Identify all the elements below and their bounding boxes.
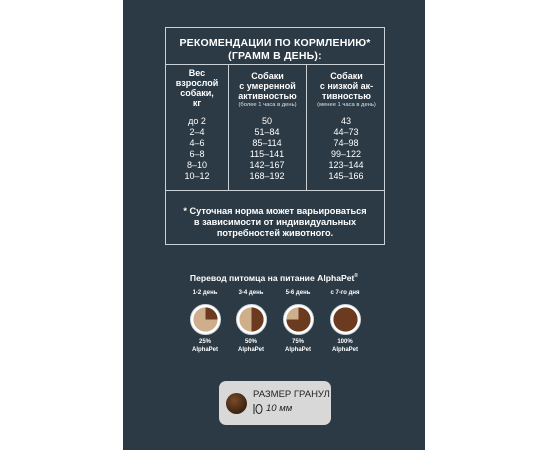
stage-brand: AlphaPet xyxy=(191,346,218,353)
granule-icon xyxy=(226,393,247,414)
stage-percent: 50% xyxy=(244,339,257,345)
column-note-moderate: (более 1 часа в день) xyxy=(238,102,297,108)
table-cell-low: 44–73 xyxy=(333,127,359,137)
brand-trademark: ® xyxy=(354,273,359,280)
stage-brand: AlphaPet xyxy=(331,346,358,353)
table-bottom-divider xyxy=(166,190,384,191)
table-cell-low: 43 xyxy=(340,116,351,126)
column-header-moderate: Собаки с умеренной активностью xyxy=(238,71,297,101)
food-bowl-icon xyxy=(190,304,221,335)
table-cell-moderate: 51–84 xyxy=(254,127,280,137)
column-header-low: Собаки с низкой ак- тивностью xyxy=(319,71,374,101)
table-cell-weight: до 2 xyxy=(188,116,206,126)
stage-percent: 100% xyxy=(337,339,353,345)
table-cell-weight: 6–8 xyxy=(189,149,205,159)
stage-day-label: 5-6 день xyxy=(285,290,311,296)
stage-brand: AlphaPet xyxy=(284,346,311,353)
table-cell-moderate: 115–141 xyxy=(249,149,285,159)
transition-stage xyxy=(315,290,375,354)
food-bowl-icon xyxy=(330,304,361,335)
table-cell-moderate: 142–167 xyxy=(249,160,285,170)
table-cell-weight: 4–6 xyxy=(189,138,205,148)
table-cell-weight: 8–10 xyxy=(186,160,208,170)
granule-title: РАЗМЕР ГРАНУЛ xyxy=(253,389,330,400)
transition-title-text: Перевод питомца на питание xyxy=(189,273,318,283)
stage-day-label: 3-4 день xyxy=(238,290,264,296)
stage-day-label: 1-2 день xyxy=(192,290,218,296)
diameter-icon xyxy=(253,403,263,415)
table-cell-moderate: 168–192 xyxy=(249,171,285,181)
column-header-weight: Вес взрослой собаки, кг xyxy=(175,68,219,108)
table-title: РЕКОМЕНДАЦИИ ПО КОРМЛЕНИЮ* xyxy=(179,37,371,49)
transition-title xyxy=(123,273,425,283)
stage-day-label: с 7-го дня xyxy=(330,290,360,296)
transition-brand: AlphaPet xyxy=(317,273,355,283)
table-cell-weight: 10–12 xyxy=(184,171,210,181)
granule-size-badge xyxy=(219,381,331,425)
table-top-divider xyxy=(166,64,384,65)
table-cell-low: 74–98 xyxy=(333,138,359,148)
table-cell-low: 145–166 xyxy=(328,171,364,181)
table-cell-low: 99–122 xyxy=(330,149,362,159)
feeding-table-card xyxy=(165,27,385,245)
food-bowl-icon xyxy=(236,304,267,335)
table-subtitle: (ГРАММ В ДЕНЬ): xyxy=(228,50,322,62)
table-cell-moderate: 85–114 xyxy=(252,138,282,148)
column-note-low: (менее 1 часа в день) xyxy=(317,102,376,108)
stage-percent: 75% xyxy=(291,339,304,345)
granule-size: 10 мм xyxy=(266,403,293,414)
stage-percent: 25% xyxy=(198,339,211,345)
footnote: * Суточная норма может варьироваться в зависимости от индивидуальных потребностей животного. xyxy=(183,206,367,238)
table-cell-moderate: 50 xyxy=(261,116,272,126)
food-bowl-icon xyxy=(283,304,314,335)
stage-brand: AlphaPet xyxy=(237,346,264,353)
table-cell-low: 123–144 xyxy=(328,160,364,170)
table-cell-weight: 2–4 xyxy=(189,127,205,137)
